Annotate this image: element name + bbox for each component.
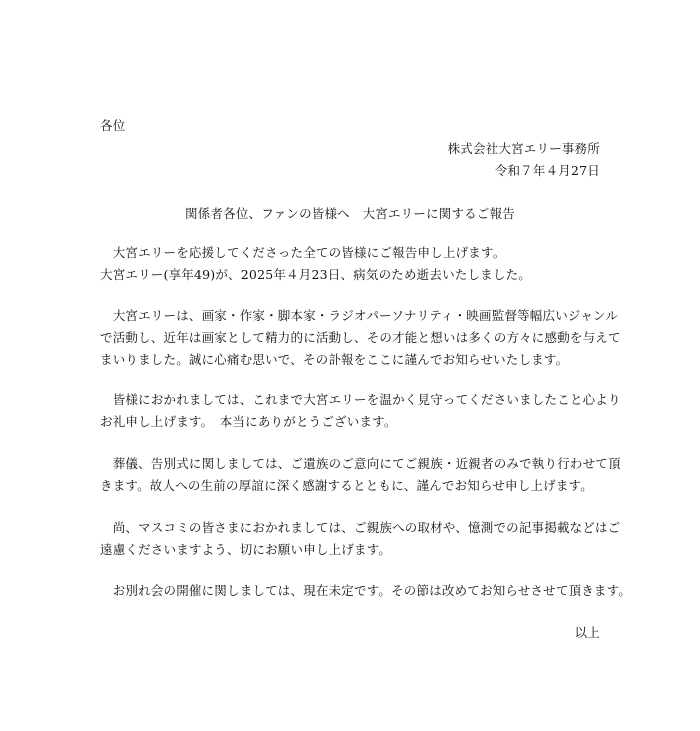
paragraph-line: お別れ会の開催に関しましては、現在未定です。その節は改めてお知らせさせて頂きます。 [100, 583, 632, 598]
paragraph-line: 大宮エリーを応援してくださった全ての皆様にご報告申し上げます。 [100, 245, 506, 260]
paragraph-line: 皆様におかれましては、これまで大宮エリーを温かく見守ってくださいましたこと心より [100, 392, 621, 407]
sender-name: 株式会社大宮エリー事務所 [447, 141, 600, 156]
salutation: 各位 [100, 118, 126, 133]
paragraph-3 [100, 389, 621, 433]
paragraph-line: まいりました。誠に心痛む思いで、その訃報をここに謹んでお知らせいたします。 [100, 352, 569, 367]
paragraph-line: 尚、マスコミの皆さまにおかれましては、ご親族への取材や、憶測での記事掲載などはご [100, 520, 621, 535]
paragraph-line: 大宮エリー(享年49)が、2025年４月23日、病気のため逝去いたしました。 [100, 267, 531, 282]
paragraph-2 [100, 305, 621, 371]
document-date: 令和７年４月27日 [494, 163, 600, 178]
paragraph-line: 大宮エリーは、画家・作家・脚本家・ラジオパーソナリティ・映画監督等幅広いジャンル [100, 308, 619, 323]
paragraph-1 [100, 242, 605, 286]
paragraph-line: で活動し、近年は画家として精力的に活動し、その才能と想いは多くの方々に感動を与えて [100, 330, 621, 345]
paragraph-line: きます。故人への生前の厚誼に深く感謝するとともに、謹んでお知らせ申し上げます。 [100, 478, 593, 493]
closing-mark: 以上 [574, 625, 600, 640]
paragraph-line: 遠慮くださいますよう、切にお願い申し上げます。 [100, 542, 392, 557]
paragraph-line: 葬儀、告別式に関しましては、ご遺族のご意向にてご親族・近親者のみで執り行わせて頂 [100, 456, 621, 471]
paragraph-4 [100, 453, 621, 497]
paragraph-6 [100, 580, 632, 602]
document-title: 関係者各位、ファンの皆様へ 大宮エリーに関するご報告 [185, 206, 515, 221]
paragraph-line: お礼申し上げます。 本当にありがとうございます。 [100, 414, 397, 429]
paragraph-5 [100, 517, 621, 561]
